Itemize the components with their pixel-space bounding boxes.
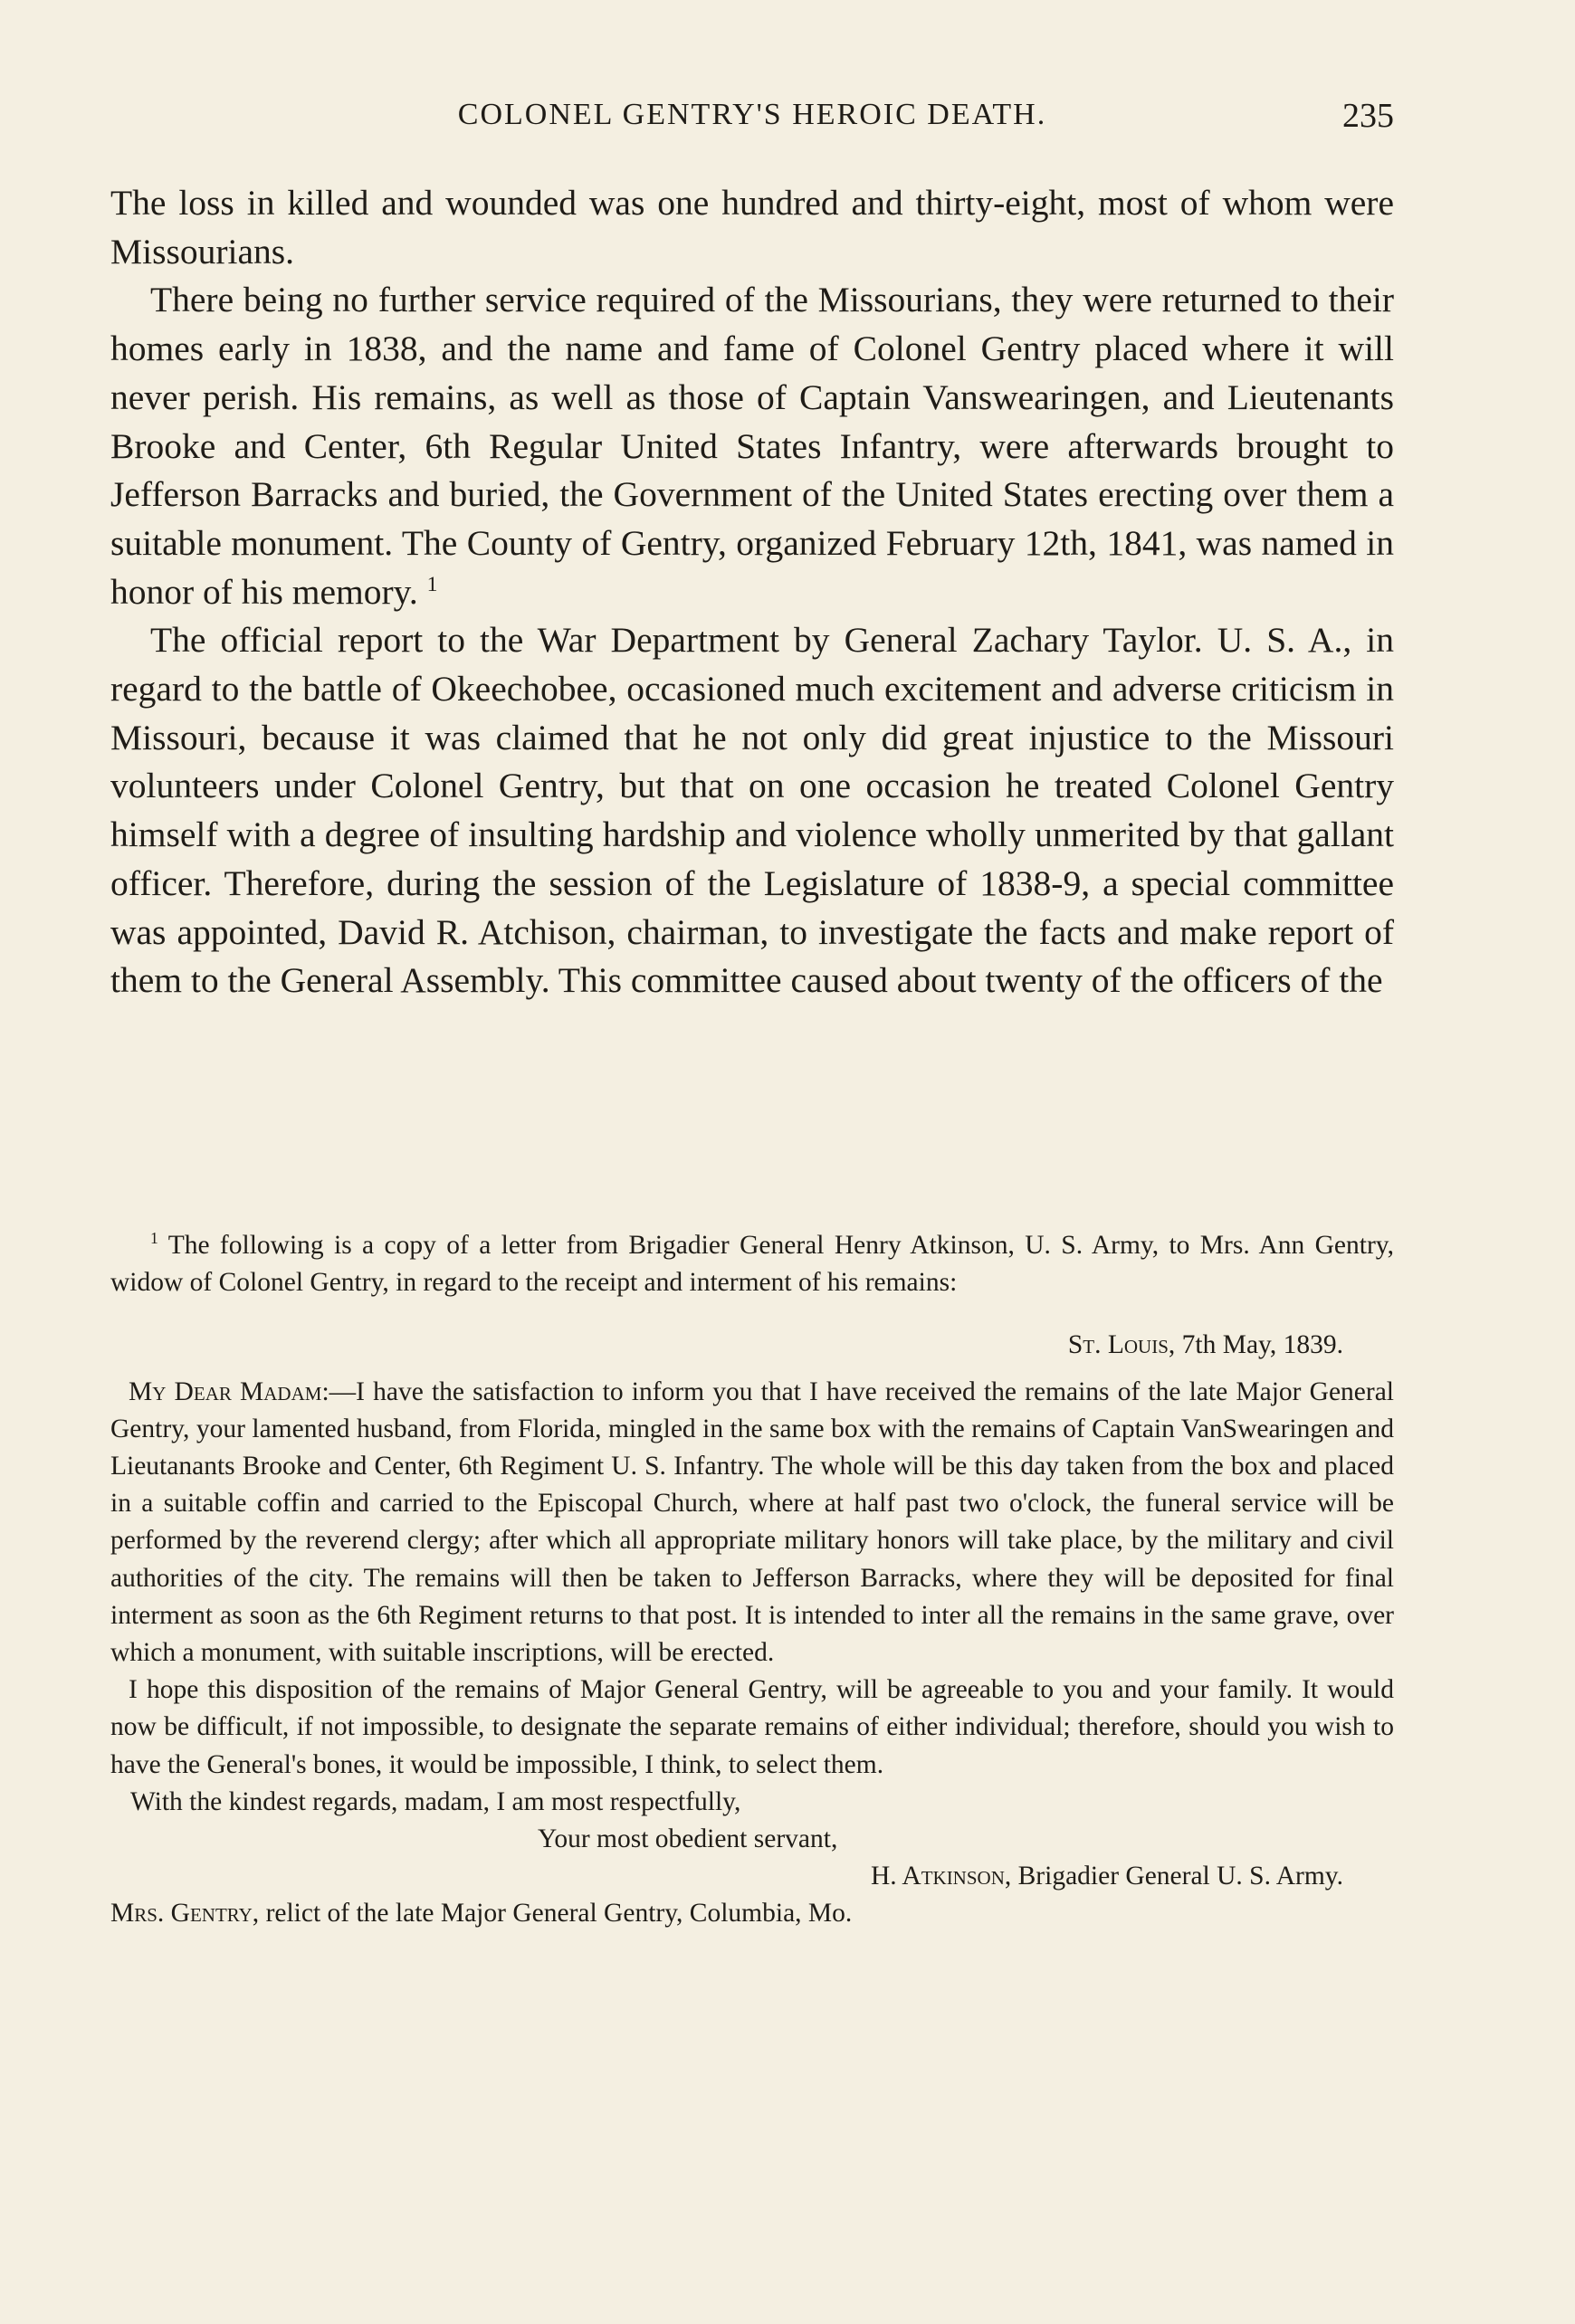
- letter-dateline: [110, 1327, 1394, 1364]
- running-title: COLONEL GENTRY'S HEROIC DEATH.: [457, 98, 1047, 131]
- letter-paragraph-2: I hope this disposition of the remains of Major General Gentry, will be agreeable to you and your family. It would now be difficult, if not impossible, to designate the separate remains of either individual; therefore, should you wish to have the General's bones, it would be impossible, I think, to select them.: [110, 1675, 1394, 1779]
- letter-closing-2: Your most obedient servant,: [538, 1824, 838, 1854]
- paragraph-2-text: There being no further service required of the Missourians, they were returned to their homes early in 1838, and the name and fame of Colonel Gentry placed where it will never perish. His remains, as well as those of Captain Vanswearingen, and Lieutenants Brooke and Center, 6th Regular United States Infantry, were afterwards brought to Jefferson Barracks and buried, the Government of the United States erecting over them a suitable monument. The County of Gentry, organized February 12th, 1841, was named in honor of his memory.: [110, 280, 1394, 612]
- letter-addressee: [110, 1895, 1394, 1932]
- footnote-section: [110, 1227, 1394, 1933]
- letter-paragraph-1-text: :—I have the satisfaction to inform you that I have received the remains of the late Major General Gentry, your lamented husband, from Florida, mingled in the same box with the remains of Captain VanSwearingen and Lieutanants Brooke and Center, 6th Regiment U. S. Infantry. The whole will be this day taken from the box and placed in a suitable coffin and carried to the Episcopal Church, where at half past two o'clock, the funeral service will be performed by the reverend clergy; after which all appropriate military honors will take place, by the military and civil authorities of the city. The remains will then be taken to Jefferson Barracks, where they will be deposited for final interment as soon as the 6th Regiment returns to that post. It is intended to inter all the remains in the same grave, over which a monument, with suitable inscriptions, will be erected.: [110, 1376, 1394, 1668]
- letter-closing-1: With the kindest regards, madam, I am most respectfully,: [130, 1786, 741, 1816]
- paragraph-3: The official report to the War Department by General Zachary Taylor. U. S. A., in regard to the battle of Okeechobee, occasioned much excitement and adverse criticism in Missouri, because it was claimed that he not only did great injustice to the Missouri volunteers under Colonel Gentry, but that on one occasion he treated Colonel Gentry himself with a degree of insulting hardship and violence wholly unmerited by that gallant officer. Therefore, during the session of the Legislature of 1838-9, a special committee was appointed, David R. Atchison, chairman, to investigate the facts and make report of them to the General Assembly. This committee caused about twenty of the officers of the: [110, 620, 1394, 1001]
- footnote-mark: 1: [150, 1229, 158, 1248]
- paragraph-2: [110, 276, 1394, 616]
- page-number: 235: [1342, 97, 1394, 135]
- letter-signature: [110, 1858, 1394, 1895]
- footnote-intro: [110, 1227, 1394, 1301]
- letter-salutation: My Dear Madam: [129, 1376, 322, 1406]
- body-text: [110, 179, 1394, 1005]
- letter-place: St. Louis,: [1067, 1330, 1176, 1360]
- signer-title: Brigadier General U. S. Army.: [1017, 1862, 1343, 1891]
- paragraph-1: The loss in killed and wounded was one hundred and thirty-eight, most of whom were Missourians.: [110, 183, 1394, 271]
- footnote-intro-text: The following is a copy of a letter from Brigadier General Henry Atkinson, U. S. Army, to Mrs. Ann Gentry, widow of Colonel Gentry, in regard to the receipt and interment of his remains:: [110, 1231, 1394, 1298]
- signer-name: H. Atkinson,: [870, 1862, 1012, 1891]
- footnote-reference[interactable]: 1: [426, 572, 438, 596]
- letter-paragraph-1: [110, 1374, 1394, 1672]
- addressee-name: Mrs. Gentry,: [110, 1899, 260, 1929]
- letter-date: 7th May, 1839.: [1181, 1330, 1343, 1360]
- running-head: [110, 98, 1394, 143]
- addressee-details: relict of the late Major General Gentry, Columbia, Mo.: [265, 1899, 853, 1929]
